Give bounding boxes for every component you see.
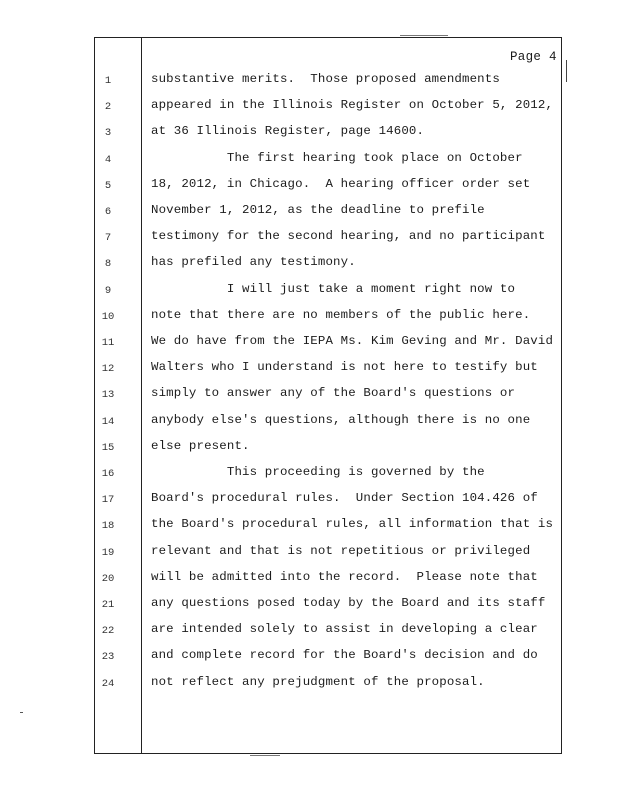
transcript-line [0,491,618,517]
line-number: 1 [104,75,112,87]
line-text: anybody else's questions, although there is no one [151,412,531,427]
line-text: and complete record for the Board's decision and do [151,648,538,663]
line-number: 13 [101,389,115,402]
page-number: Page 4 [510,50,557,64]
line-text: Walters who I understand is not here to testify but [151,360,538,375]
line-number: 24 [101,677,115,690]
line-number: 7 [104,232,112,245]
line-text: This proceeding is governed by the [151,465,485,479]
transcript-line [0,177,618,203]
transcript-line [0,648,618,674]
line-text: are intended solely to assist in developing a clear [151,622,538,637]
line-number: 6 [104,206,112,218]
transcript-line [0,72,618,98]
line-number: 4 [104,153,112,166]
transcript-line [0,622,618,648]
transcript-line [0,229,618,255]
line-number: 2 [104,101,112,114]
scan-artifact [400,35,448,36]
line-number: 9 [104,284,112,297]
line-text: substantive merits. Those proposed amendments [151,72,500,86]
line-text: at 36 Illinois Register, page 14600. [151,124,425,139]
scan-artifact [20,712,23,713]
line-text: We do have from the IEPA Ms. Kim Geving and Mr. David [151,334,554,348]
line-text: else present. [151,438,250,453]
line-text: appeared in the Illinois Register on October 5, 2012, [151,98,554,113]
transcript-line [0,570,618,596]
transcript-line [0,465,618,491]
transcript-line [0,308,618,334]
line-number: 16 [101,468,115,480]
line-number: 11 [101,337,115,349]
line-number: 14 [101,415,115,428]
transcript-line [0,517,618,543]
transcript-line [0,360,618,386]
transcript-line [0,98,618,124]
line-text: has prefiled any testimony. [151,255,356,270]
line-number: 19 [101,546,115,559]
transcript-line [0,151,618,177]
line-text: I will just take a moment right now to [151,281,516,296]
line-number: 8 [104,258,112,271]
line-text: The first hearing took place on October [151,150,523,165]
transcript-line [0,124,618,150]
line-text: testimony for the second hearing, and no participant [151,229,546,244]
line-text: relevant and that is not repetitious or privileged [151,543,531,558]
line-number: 10 [101,310,115,323]
line-number: 22 [101,625,115,638]
transcript-line [0,255,618,281]
line-number: 23 [101,651,115,664]
line-text: will be admitted into the record. Please note that [151,569,538,584]
transcript-line [0,675,618,701]
scan-artifact [250,755,280,756]
transcript-line [0,596,618,622]
transcript-line [0,413,618,439]
line-text: November 1, 2012, as the deadline to prefile [151,203,485,217]
line-text: note that there are no members of the public here. [151,307,531,322]
line-text: Board's procedural rules. Under Section 104.426 of [151,491,538,506]
line-number: 5 [104,179,112,192]
line-text: not reflect any prejudgment of the proposal. [151,674,485,689]
transcript-line [0,282,618,308]
transcript-line [0,544,618,570]
line-number: 15 [101,441,115,454]
line-number: 21 [101,599,115,611]
line-number: 17 [101,494,115,507]
line-number: 3 [104,127,112,140]
line-text: the Board's procedural rules, all information that is [151,517,554,532]
line-number: 18 [101,520,115,533]
transcript-line [0,439,618,465]
transcript-line [0,334,618,360]
transcript-line [0,386,618,412]
line-text: any questions posed today by the Board and its staff [151,596,546,610]
transcript-line [0,203,618,229]
line-text: 18, 2012, in Chicago. A hearing officer order set [151,176,531,191]
line-number: 20 [101,572,115,585]
line-number: 12 [101,363,115,376]
line-text: simply to answer any of the Board's questions or [151,386,516,401]
